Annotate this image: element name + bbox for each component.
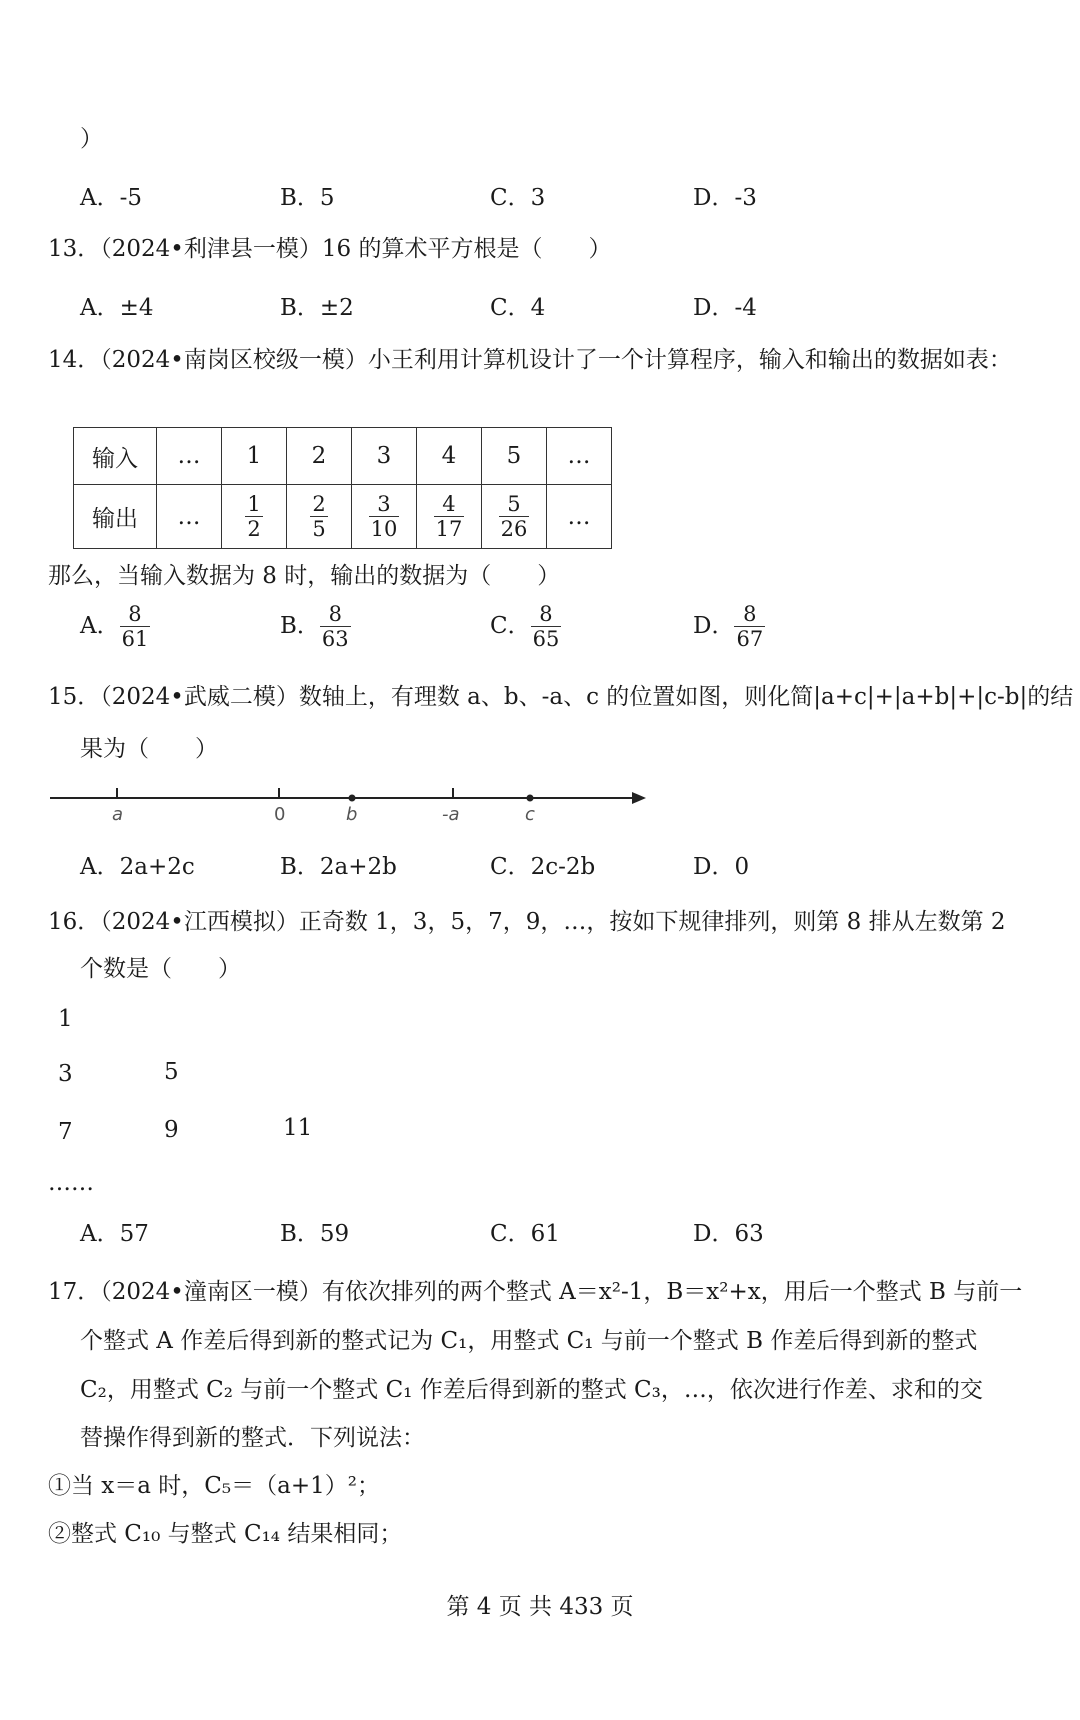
fraction: $\frac{3}{10}$ [370,491,398,541]
q15-stem-line1: 15．（2024•武威二模）数轴上，有理数 a、b、-a、c 的位置如图，则化简|a+c|+|a+b|+|c-b|的结 [48,684,1074,710]
q13-option-a[interactable]: A．±4 [80,295,154,321]
q15-option-c[interactable]: C．2c-2b [490,854,596,880]
table-cell [222,485,287,549]
table-cell: 4 [417,428,482,485]
io-table [73,427,612,549]
table-row-output [74,485,612,549]
input-label-cell: 输入 [74,428,157,485]
q14-option-b[interactable]: B． $\frac{8}{63}$ [280,602,349,652]
list-item: 3 [58,1061,73,1087]
q15-option-b[interactable]: B．2a+2b [280,854,397,880]
table-cell: 3 [352,428,417,485]
q16-stem-line2: 个数是（ ） [80,956,241,982]
q15-option-a[interactable]: A．2a+2c [80,854,195,880]
q16-stem-line1: 16．（2024•江西模拟）正奇数 1，3，5，7，9，…，按如下规律排列，则第 8 排从左数第 2 [48,909,1006,935]
point-c [527,795,534,802]
continuation-dots: …… [48,1170,94,1196]
table-cell [482,485,547,549]
table-cell [287,485,352,549]
q14-option-c[interactable]: C． $\frac{8}{65}$ [490,602,560,652]
q12-option-b[interactable]: B．5 [280,185,335,211]
q14-question: 那么，当输入数据为 8 时，输出的数据为（ ） [48,563,561,589]
fraction: $\frac{8}{61}$ [121,602,149,652]
q16-option-a[interactable]: A．57 [80,1221,149,1247]
table-cell: … [547,428,612,485]
fraction: $\frac{4}{17}$ [435,491,463,541]
q13-option-d[interactable]: D．-4 [693,295,757,321]
number-line [50,776,650,826]
table-cell: … [547,485,612,549]
q14-option-d[interactable]: D． $\frac{8}{67}$ [693,602,764,652]
table-cell: … [157,485,222,549]
fraction: $\frac{8}{67}$ [736,602,764,652]
q16-option-b[interactable]: B．59 [280,1221,350,1247]
q17-line1: 17．（2024•潼南区一模）有依次排列的两个整式 A＝x²-1，B＝x²+x，用后一个整式 B 与前一 [48,1279,1023,1305]
q14-stem: 14．（2024•南岗区校级一模）小王利用计算机设计了一个计算程序，输入和输出的数据如表： [48,347,1012,373]
q14-option-a[interactable]: A． $\frac{8}{61}$ [80,602,149,652]
q13-option-b[interactable]: B．±2 [280,295,354,321]
list-item: 11 [283,1115,313,1141]
fraction: $\frac{2}{5}$ [312,491,326,541]
q15-option-d[interactable]: D．0 [693,854,750,880]
q17-statement-2: ②整式 C₁₀ 与整式 C₁₄ 结果相同； [48,1521,403,1547]
table-cell: 2 [287,428,352,485]
table-row-input [74,428,612,485]
table-cell: … [157,428,222,485]
arrow-icon [632,792,646,804]
q12-tail: ） [80,126,103,152]
table-cell: 5 [482,428,547,485]
label-a: a [112,804,124,825]
table-cell: 1 [222,428,287,485]
q12-option-a[interactable]: A．-5 [80,185,143,211]
list-item: 9 [164,1117,179,1143]
q13-option-c[interactable]: C．4 [490,295,546,321]
q12-option-c[interactable]: C．3 [490,185,546,211]
fraction: $\frac{8}{63}$ [321,602,349,652]
fraction: $\frac{1}{2}$ [247,491,261,541]
list-item: 1 [58,1006,73,1032]
table-cell [417,485,482,549]
q17-line3: C₂，用整式 C₂ 与前一个整式 C₁ 作差后得到新的整式 C₃，…，依次进行作差、求和的交 [80,1377,983,1403]
list-item: 5 [164,1059,179,1085]
q17-line2: 个整式 A 作差后得到新的整式记为 C₁，用整式 C₁ 与前一个整式 B 作差后得到新的整式 [80,1328,978,1354]
page-footer: 第 4 页 共 433 页 [446,1594,634,1620]
label-b: b [346,804,358,825]
fraction: $\frac{5}{26}$ [500,491,528,541]
q12-option-d[interactable]: D．-3 [693,185,757,211]
table-cell [352,485,417,549]
q17-statement-1: ①当 x＝a 时，C₅＝（a+1）²； [48,1473,380,1499]
q16-option-d[interactable]: D．63 [693,1221,764,1247]
q13-stem: 13．（2024•利津县一模）16 的算术平方根是（ ） [48,236,612,262]
list-item: 7 [58,1119,73,1145]
output-label-cell: 输出 [74,485,157,549]
fraction: $\frac{8}{65}$ [532,602,560,652]
q15-stem-line2: 果为（ ） [80,736,218,762]
q16-option-c[interactable]: C．61 [490,1221,560,1247]
point-b [349,795,356,802]
q17-line4: 替操作得到新的整式．下列说法： [80,1425,425,1451]
label-zero: 0 [274,804,286,825]
label-neg-a: -a [442,804,460,825]
label-c: c [525,804,535,825]
